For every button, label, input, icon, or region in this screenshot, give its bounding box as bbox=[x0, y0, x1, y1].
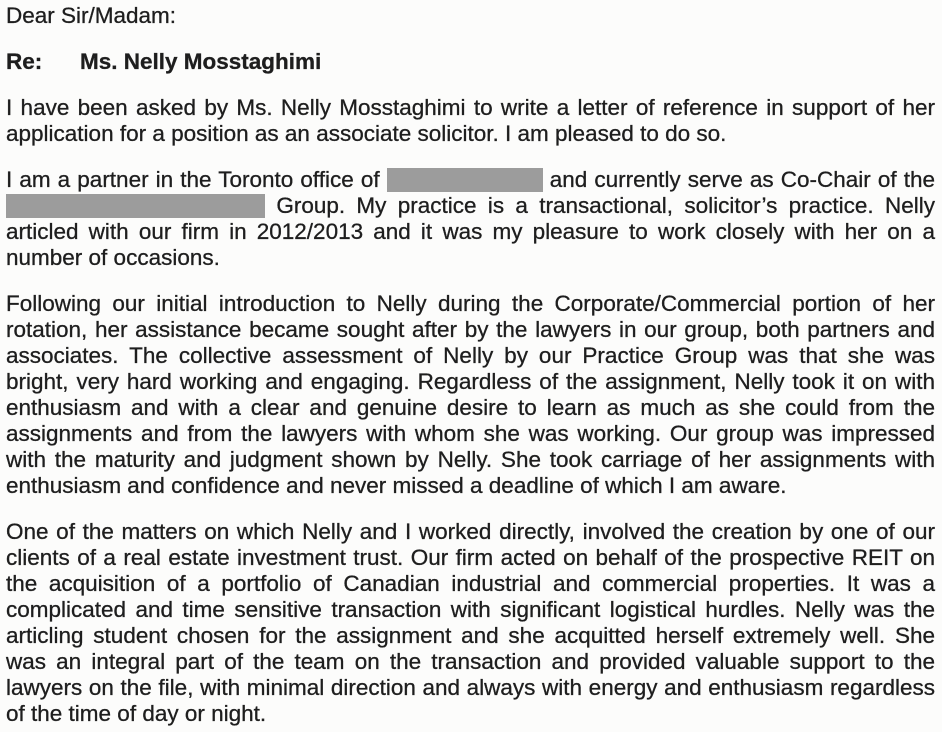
paragraph-partner-part-3: Group. My practice is a transactional, solicitor’s practice. Nelly articled with our firm in 2012/2013 and it was my pleasure to work closely with her on a number of occasions. bbox=[6, 193, 935, 270]
paragraph-assessment: Following our initial introduction to Nelly during the Corporate/Commercial portion of her rotation, her assistance became sought after by the lawyers in our group, both partners and associates. The collective assessment of Nelly by our Practice Group was that she was bright, very hard working and engaging. Regardless of the assignment, Nelly took it on with enthusiasm and with a clear and genuine desire to learn as much as she could from the assignments and from the lawyers with whom she was working. Our group was impressed with the maturity and judgment shown by Nelly. She took carriage of her assignments with enthusiasm and confidence and never missed a deadline of which I am aware. bbox=[6, 291, 935, 498]
paragraph-intro: I have been asked by Ms. Nelly Mosstaghimi to write a letter of reference in support of her application for a position as an associate solicitor. I am pleased to do so. bbox=[6, 95, 935, 146]
paragraph-partner bbox=[6, 167, 935, 271]
re-subject: Ms. Nelly Mosstaghimi bbox=[80, 49, 322, 74]
re-label: Re: bbox=[6, 49, 43, 74]
paragraph-reit-matter: One of the matters on which Nelly and I worked directly, involved the creation by one of our clients of a real estate investment trust. Our firm acted on behalf of the prospective REIT on the acquisition of a portfolio of Canadian industrial and commercial properties. It was a complicated and time sensitive transaction with significant logistical hurdles. Nelly was the articling student chosen for the assignment and she acquitted herself extremely well. She was an integral part of the team on the transaction and provided valuable support to the lawyers on the file, with minimal direction and always with energy and enthusiasm regardless of the time of day or night. bbox=[6, 519, 935, 726]
paragraph-partner-part-2: and currently serve as Co-Chair of the bbox=[549, 167, 935, 192]
redaction-bar-firm-name bbox=[387, 168, 543, 192]
re-line bbox=[6, 49, 935, 75]
redaction-bar-group-name bbox=[6, 194, 265, 218]
paragraph-partner-part-1: I am a partner in the Toronto office of bbox=[6, 167, 380, 192]
salutation: Dear Sir/Madam: bbox=[6, 3, 177, 28]
